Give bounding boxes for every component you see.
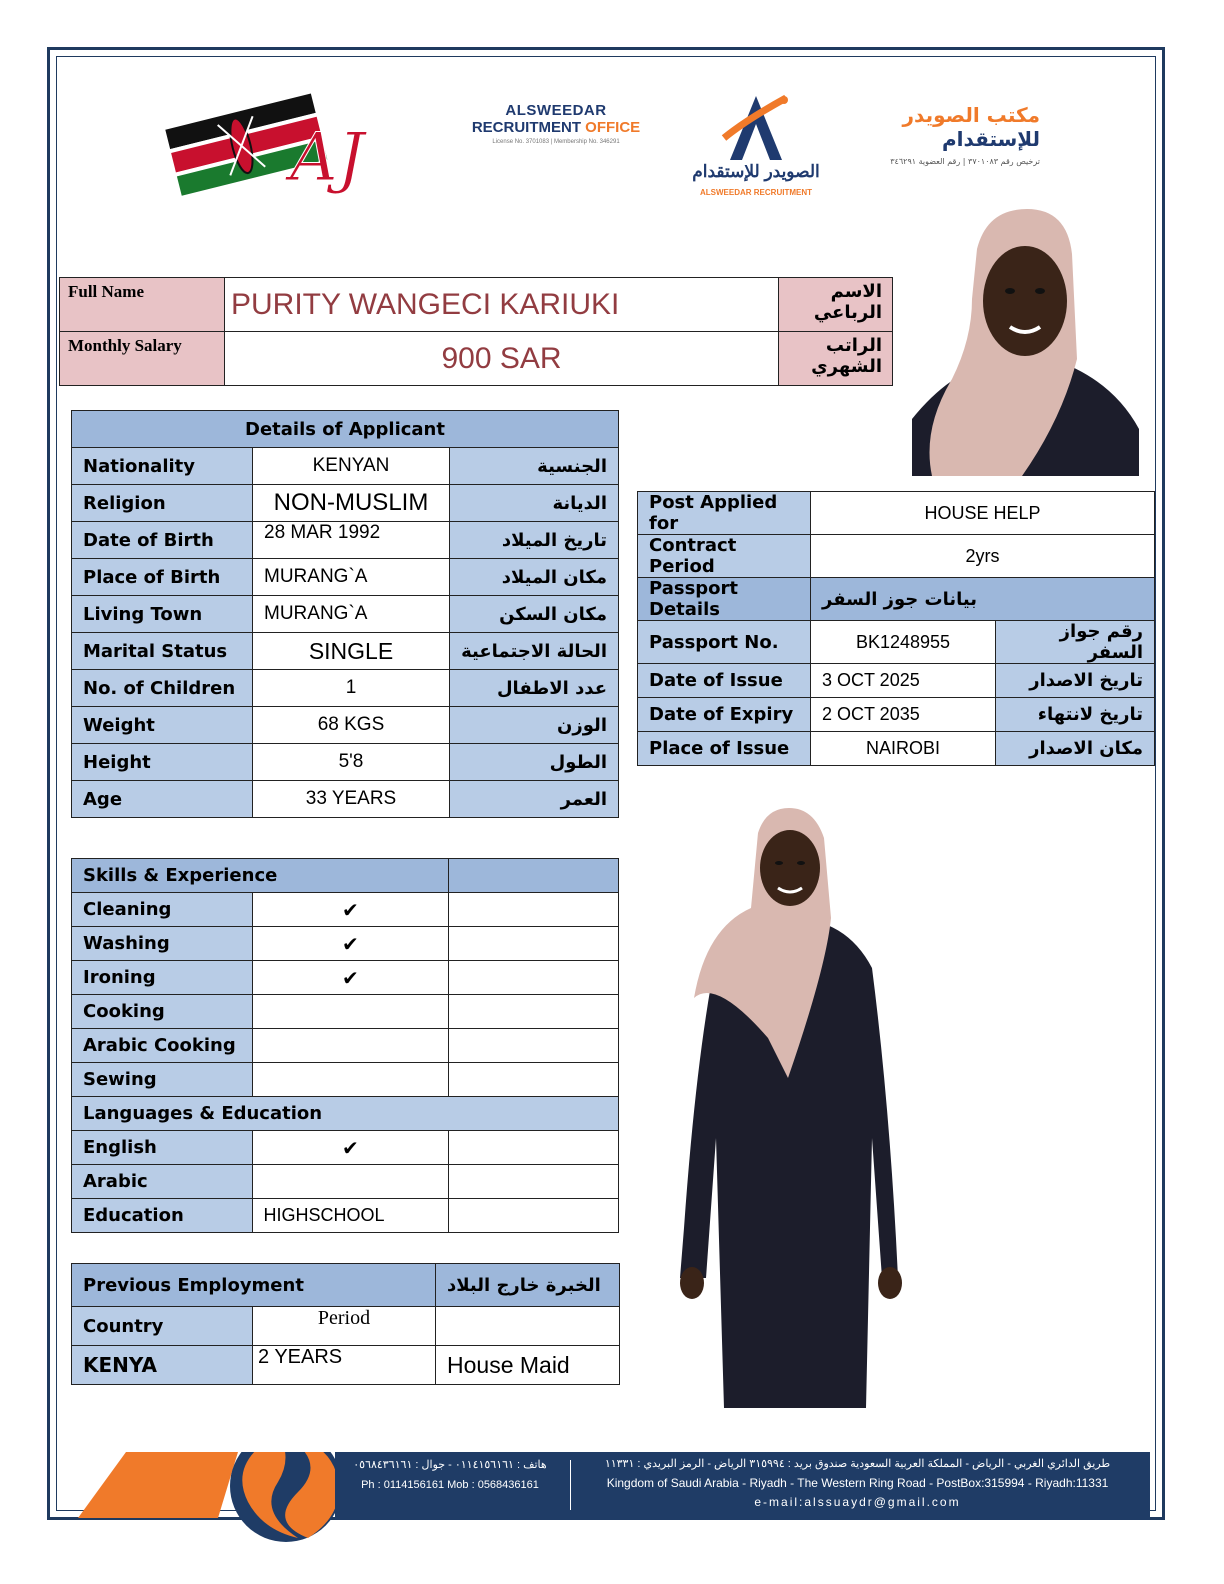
post-row	[638, 492, 1155, 535]
applicant-details-table	[71, 410, 619, 818]
skill-washing-check: ✔	[252, 927, 449, 961]
alsweedar-office-logo: ALSWEEDAR RECRUITMENT OFFICE License No. 3701083 | Membership No. 346291	[471, 102, 641, 145]
passport-header-row	[638, 578, 1155, 621]
country-value: KENYA	[72, 1346, 253, 1385]
issue-place-ar: مكان الاصدار	[996, 732, 1155, 766]
lang-row	[72, 1199, 619, 1233]
skill-cleaning-check: ✔	[252, 893, 449, 927]
footer-phone-en: Ph : 0114156161 Mob : 0568436161	[361, 1479, 539, 1491]
post-value: HOUSE HELP	[811, 492, 1155, 535]
salary-label: Monthly Salary	[60, 332, 225, 386]
position-value: House Maid	[436, 1346, 620, 1385]
skill-extra	[449, 927, 619, 961]
pob-label: Place of Birth	[72, 559, 253, 596]
nationality-label: Nationality	[72, 448, 253, 485]
children-value: 1	[253, 670, 450, 707]
passport-row	[638, 664, 1155, 698]
pob-value: MURANG`A	[253, 559, 450, 596]
employment-title-ar: الخبرة خارج البلاد	[436, 1264, 620, 1307]
salary-value: 900 SAR	[225, 332, 779, 386]
arabic-label: Arabic	[72, 1165, 253, 1199]
skill-sewing-check	[252, 1063, 449, 1097]
footer-address-en: Kingdom of Saudi Arabia - Riyadh - The Western Ring Road - PostBox:315994 - Riyadh:11331	[606, 1476, 1109, 1490]
passport-row	[638, 698, 1155, 732]
full-name-row	[60, 278, 893, 332]
details-row	[72, 707, 619, 744]
skills-table	[71, 858, 619, 1233]
expiry-date-ar: تاريخ لانتهاء	[996, 698, 1155, 732]
height-value: 5'8	[253, 744, 450, 781]
skill-extra	[449, 1029, 619, 1063]
marital-ar: الحالة الاجتماعية	[450, 633, 619, 670]
issue-place-value: NAIROBI	[811, 732, 996, 766]
children-ar: عدد الاطفال	[450, 670, 619, 707]
skill-cooking-label: Cooking	[72, 995, 253, 1029]
skill-extra	[449, 995, 619, 1029]
passport-no-label: Passport No.	[638, 621, 811, 664]
education-label: Education	[72, 1199, 253, 1233]
employment-title: Previous Employment	[72, 1264, 436, 1307]
passport-no-value: BK1248955	[811, 621, 996, 664]
footer-separator	[570, 1460, 571, 1510]
passport-row	[638, 621, 1155, 664]
full-name-value: PURITY WANGECI KARIUKI	[225, 278, 779, 332]
lang-extra	[449, 1165, 619, 1199]
expiry-date-label: Date of Expiry	[638, 698, 811, 732]
skill-arabic-cooking-check	[252, 1029, 449, 1063]
issue-place-label: Place of Issue	[638, 732, 811, 766]
english-check: ✔	[252, 1131, 449, 1165]
education-value: HIGHSCHOOL	[252, 1199, 449, 1233]
skill-extra	[449, 1063, 619, 1097]
applicant-portrait-photo	[912, 209, 1139, 476]
details-title: Details of Applicant	[72, 411, 619, 448]
salary-row	[60, 332, 893, 386]
footer-email[interactable]: e-mail:alssuaydr@gmail.com	[754, 1495, 961, 1509]
skill-extra	[449, 893, 619, 927]
skill-row	[72, 893, 619, 927]
full-name-label: Full Name	[60, 278, 225, 332]
skills-title: Skills & Experience	[72, 859, 449, 893]
previous-employment-table	[71, 1263, 620, 1385]
weight-value: 68 KGS	[253, 707, 450, 744]
passport-details-ar: بيانات جوز السفر	[811, 578, 1155, 621]
skill-row	[72, 1029, 619, 1063]
living-town-value: MURANG`A	[253, 596, 450, 633]
age-value: 33 YEARS	[253, 781, 450, 818]
lang-row	[72, 1165, 619, 1199]
post-passport-table	[637, 491, 1155, 766]
skill-washing-label: Washing	[72, 927, 253, 961]
passport-row	[638, 732, 1155, 766]
country-label: Country	[72, 1307, 253, 1346]
lang-extra	[449, 1131, 619, 1165]
skills-title-extra	[449, 859, 619, 893]
arabic-check	[252, 1165, 449, 1199]
nationality-ar: الجنسية	[450, 448, 619, 485]
skill-row	[72, 927, 619, 961]
marital-value: SINGLE	[253, 633, 450, 670]
skill-arabic-cooking-label: Arabic Cooking	[72, 1029, 253, 1063]
dob-ar: تاريخ الميلاد	[450, 522, 619, 559]
expiry-date-value: 2 OCT 2035	[811, 698, 996, 732]
children-label: No. of Children	[72, 670, 253, 707]
details-row	[72, 448, 619, 485]
details-row	[72, 781, 619, 818]
skill-cleaning-label: Cleaning	[72, 893, 253, 927]
contract-value: 2yrs	[811, 535, 1155, 578]
issue-date-ar: تاريخ الاصدار	[996, 664, 1155, 698]
arabic-office-logo: مكتب الصويدر للإستقدام ترخيص رقم ٣٧٠١٠٨٣ | رقم العضوية ٣٤٦٢٩١	[890, 103, 1040, 166]
weight-label: Weight	[72, 707, 253, 744]
issue-date-label: Date of Issue	[638, 664, 811, 698]
skill-cooking-check	[252, 995, 449, 1029]
footer-address-ar: طريق الدائري الغربي - الرياض - المملكة العربية السعودية صندوق بريد : ٣١٥٩٩٤ الرياض - الرمز البريدي : ١١٣٣١	[604, 1458, 1111, 1470]
age-label: Age	[72, 781, 253, 818]
details-row	[72, 670, 619, 707]
alsweedar-a-logo: الصويدر للإستقدام ALSWEEDAR RECRUITMENT	[686, 90, 826, 205]
applicant-full-body-photo	[676, 808, 902, 1423]
details-row	[72, 596, 619, 633]
footer-address	[575, 1455, 1140, 1512]
skill-row	[72, 995, 619, 1029]
weight-ar: الوزن	[450, 707, 619, 744]
living-town-label: Living Town	[72, 596, 253, 633]
kenya-flag-aj-logo	[160, 90, 370, 205]
period-value: 2 YEARS	[253, 1346, 436, 1385]
lang-extra	[449, 1199, 619, 1233]
svg-text:AJ: AJ	[290, 119, 365, 196]
living-town-ar: مكان السكن	[450, 596, 619, 633]
height-ar: الطول	[450, 744, 619, 781]
religion-label: Religion	[72, 485, 253, 522]
footer-phone-ar: هاتف : ٠١١٤١٥٦١٦١ - جوال : ٠٥٦٨٤٣٦١٦١	[353, 1459, 547, 1471]
details-row	[72, 744, 619, 781]
employment-row	[72, 1346, 620, 1385]
nationality-value: KENYAN	[253, 448, 450, 485]
footer-contact	[335, 1455, 565, 1495]
skill-ironing-check: ✔	[252, 961, 449, 995]
languages-title: Languages & Education	[72, 1097, 619, 1131]
footer-graphic	[78, 1452, 348, 1520]
religion-value: NON-MUSLIM	[253, 485, 450, 522]
period-label: Period	[253, 1307, 436, 1346]
lang-row	[72, 1131, 619, 1165]
details-row	[72, 522, 619, 559]
passport-no-ar: رقم جواز السفر	[996, 621, 1155, 664]
religion-ar: الديانة	[450, 485, 619, 522]
salary-ar: الراتب الشهري	[779, 332, 893, 386]
contract-label: Contract Period	[638, 535, 811, 578]
full-name-ar: الاسم الرباعي	[779, 278, 893, 332]
marital-label: Marital Status	[72, 633, 253, 670]
details-row	[72, 633, 619, 670]
pob-ar: مكان الميلاد	[450, 559, 619, 596]
english-label: English	[72, 1131, 253, 1165]
details-row	[72, 559, 619, 596]
dob-value: 28 MAR 1992	[253, 522, 450, 559]
skill-ironing-label: Ironing	[72, 961, 253, 995]
skill-extra	[449, 961, 619, 995]
contract-row	[638, 535, 1155, 578]
dob-label: Date of Birth	[72, 522, 253, 559]
passport-details-label: Passport Details	[638, 578, 811, 621]
name-salary-table	[59, 277, 893, 386]
a-letter-icon	[686, 90, 826, 162]
skill-sewing-label: Sewing	[72, 1063, 253, 1097]
skill-row	[72, 961, 619, 995]
skill-row	[72, 1063, 619, 1097]
details-row	[72, 485, 619, 522]
height-label: Height	[72, 744, 253, 781]
post-label: Post Applied for	[638, 492, 811, 535]
issue-date-value: 3 OCT 2025	[811, 664, 996, 698]
age-ar: العمر	[450, 781, 619, 818]
employment-header-row	[72, 1307, 620, 1346]
position-label	[436, 1307, 620, 1346]
